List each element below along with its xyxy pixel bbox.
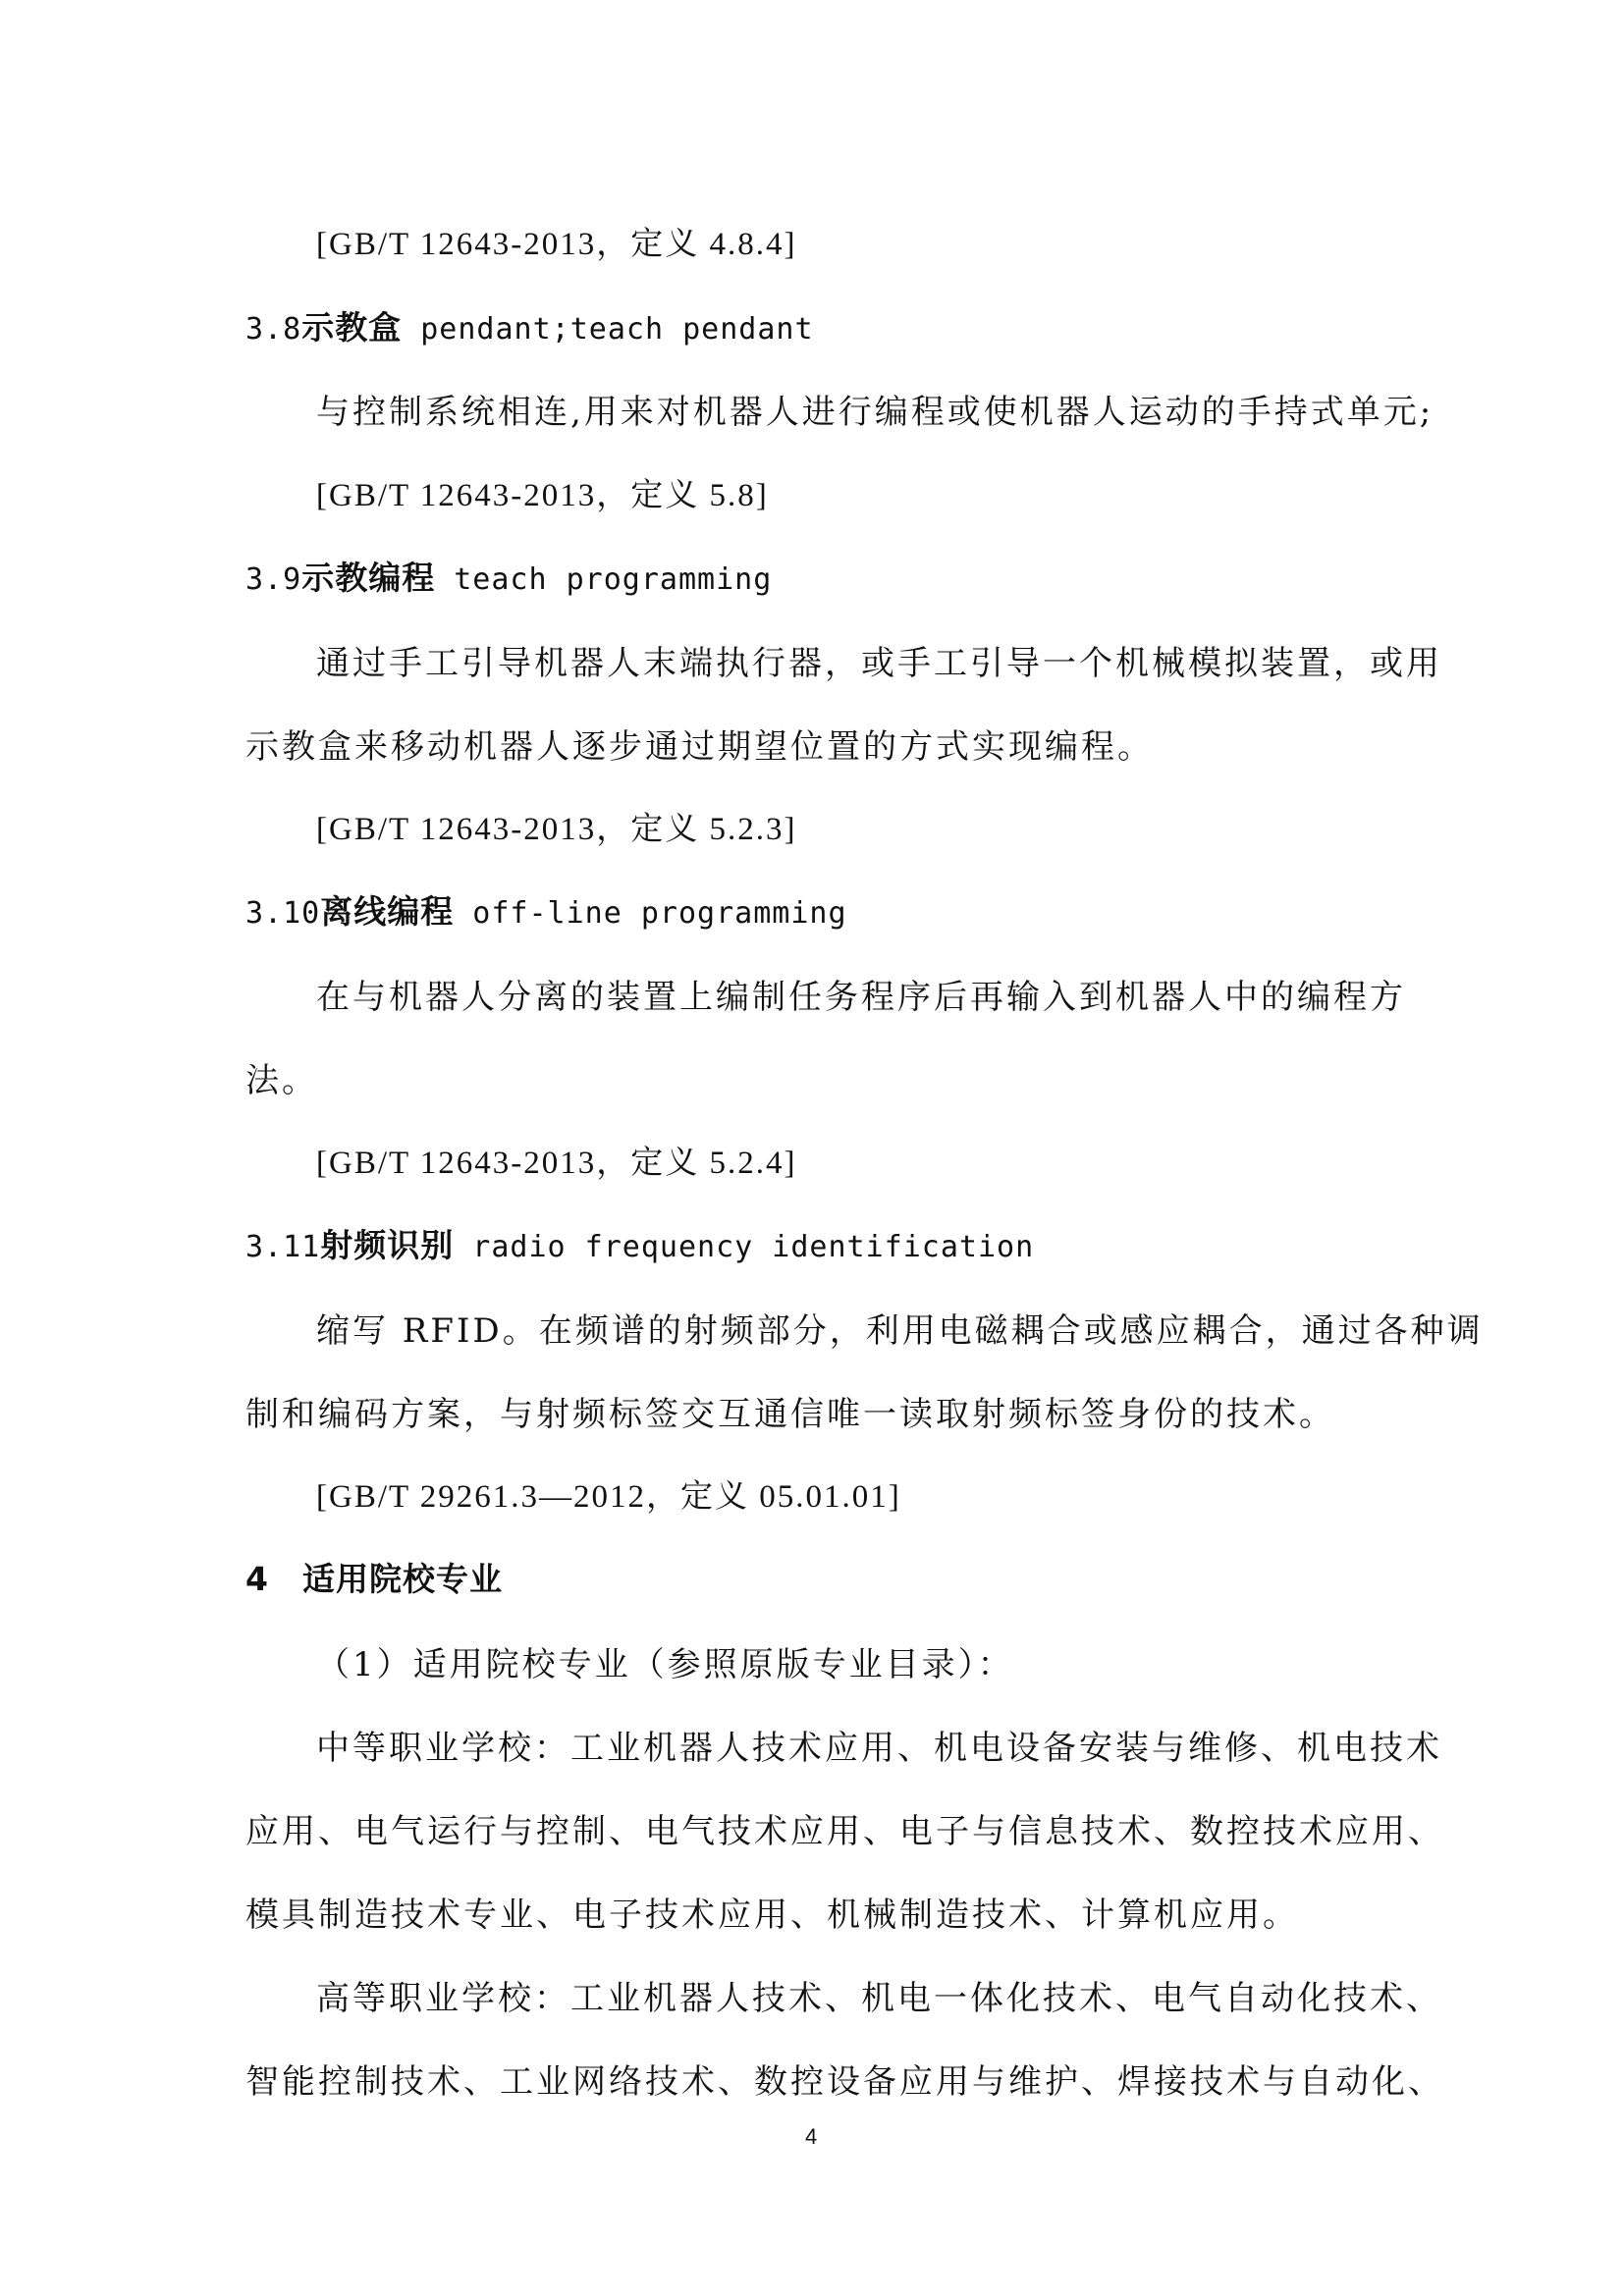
term-definition-line: 制和编码方案，与射频标签交互通信唯一读取射频标签身份的技术。: [245, 1395, 1335, 1434]
term-definition-line: 缩写 RFID。在频谱的射频部分，利用电磁耦合或感应耦合，通过各种调: [316, 1311, 1484, 1351]
reference-citation: [GB/T 12643-2013，定义 5.2.4]: [316, 1146, 797, 1181]
paragraph-line: 智能控制技术、工业网络技术、数控设备应用与维护、焊接技术与自动化、: [245, 2062, 1444, 2102]
paragraph-line: 应用、电气运行与控制、电气技术应用、电子与信息技术、数控技术应用、: [245, 1812, 1444, 1851]
term-number: 3.8: [245, 312, 302, 347]
term-number: 3.11: [245, 1230, 321, 1264]
reference-citation: [GB/T 12643-2013，定义 5.8]: [316, 478, 769, 513]
term-english: radio frequency identification: [454, 1230, 1035, 1264]
term-heading-3-8: [245, 302, 814, 348]
reference-citation: [GB/T 29261.3—2012，定义 05.01.01]: [316, 1479, 901, 1515]
subsection-label: （1）适用院校专业（参照原版专业目录）：: [316, 1645, 1014, 1684]
term-heading-3-9: [245, 553, 772, 599]
term-number: 3.10: [245, 896, 321, 931]
term-chinese: 示教编程: [301, 559, 436, 597]
term-definition-line: 通过手工引导机器人末端执行器，或手工引导一个机械模拟装置，或用: [316, 644, 1442, 683]
term-chinese: 射频识别: [320, 1226, 455, 1264]
paragraph-line: 高等职业学校：工业机器人技术、机电一体化技术、电气自动化技术、: [316, 1979, 1442, 2018]
reference-citation: [GB/T 12643-2013，定义 4.8.4]: [316, 227, 797, 262]
term-english: teach programming: [435, 562, 773, 597]
term-definition: 与控制系统相连,用来对机器人进行编程或使机器人运动的手持式单元;: [316, 393, 1435, 432]
section-heading-text: 4 适用院校专业: [245, 1560, 503, 1598]
term-definition-line: 示教盒来移动机器人逐步通过期望位置的方式实现编程。: [245, 727, 1154, 767]
section-heading: [245, 1554, 503, 1600]
reference-citation: [GB/T 12643-2013，定义 5.2.3]: [316, 812, 797, 847]
term-chinese: 离线编程: [320, 892, 455, 931]
term-number: 3.9: [245, 562, 302, 597]
term-english: off-line programming: [454, 896, 847, 931]
page-number: 4: [805, 2124, 818, 2149]
term-definition-line: 法。: [245, 1061, 318, 1100]
term-english: pendant;teach pendant: [402, 312, 814, 347]
paragraph-line: 中等职业学校：工业机器人技术应用、机电设备安装与维修、机电技术: [316, 1729, 1442, 1768]
term-definition-line: 在与机器人分离的装置上编制任务程序后再输入到机器人中的编程方: [316, 978, 1406, 1017]
term-heading-3-11: [245, 1220, 1034, 1266]
term-heading-3-10: [245, 886, 847, 933]
term-chinese: 示教盒: [301, 308, 403, 347]
paragraph-line: 模具制造技术专业、电子技术应用、机械制造技术、计算机应用。: [245, 1896, 1299, 1935]
